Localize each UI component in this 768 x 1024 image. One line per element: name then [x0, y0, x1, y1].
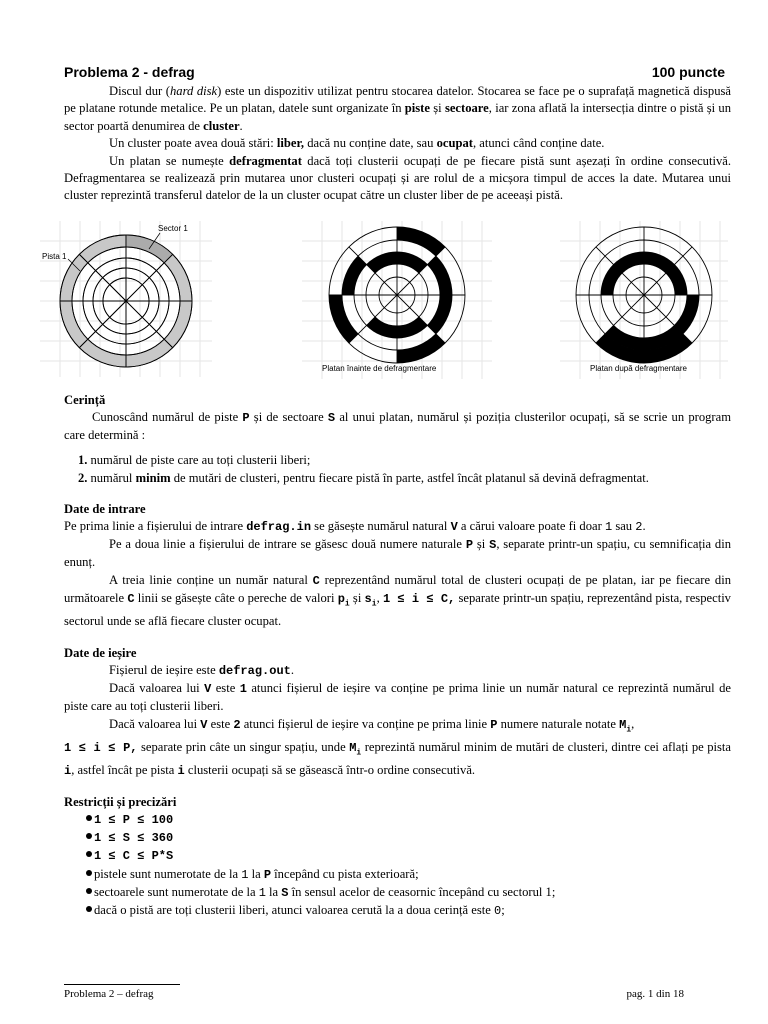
document-page: [42, 64, 732, 920]
intrare-paragraph-1: Pe prima linie a fișierului de intrare defrag.in se găsește numărul natural V a cărui valoare poate fi doar 1 sau 2.: [64, 518, 646, 534]
iesire-paragraph-2: Dacă valoarea lui V este 1 atunci fișierul de ieșire va conține pe prima linie un număr natural ce reprezintă numărul de piste care au toți clusterii liberi.: [64, 681, 731, 714]
sector-1-label: Sector 1: [158, 223, 188, 233]
cerinta-list: [64, 451, 731, 487]
track-1-label: Pista 1: [42, 251, 67, 261]
intro-paragraph-3: Un platan se numește defragmentat dacă toți clusterii ocupați de pe fiecare pistă sunt așezați în ordine consecutivă. Defragmentarea se realizează prin mutarea unor clusteri ocupați și are rolul de a micșora timpul de acces la date. Mutarea unui cluster reprezintă transferul datelor de la un cluster ocupat către un cluster liber de pe aceeași pistă.: [64, 153, 731, 203]
page-footer: [64, 984, 684, 1000]
caption-before: Platan înainte de defragmentare: [322, 363, 437, 373]
problem-title: Problema 2 - defrag: [64, 64, 195, 80]
section-intrare-title: Date de intrare: [64, 501, 146, 516]
platter-diagram-2: [302, 221, 492, 379]
problem-header: [64, 64, 731, 80]
footer-rule: [64, 984, 180, 985]
figure-platter-labeled: [40, 221, 212, 377]
platter-figures: [42, 221, 731, 381]
list-item: 2. numărul minim de mutări de clusteri, pentru fiecare pistă în parte, astfel încât platanul să devină defragmentat.: [78, 470, 649, 485]
bullet-icon: [86, 888, 92, 894]
iesire-paragraph-1: Fișierul de ieșire este defrag.out.: [109, 662, 294, 678]
platter-diagram-3: [560, 221, 728, 379]
bullet-icon: [86, 833, 92, 839]
bullet-icon: [86, 870, 92, 876]
section-restrictii-title: Restricții și precizări: [64, 795, 177, 810]
intro-paragraph-2: Un cluster poate avea două stări: liber, dacă nu conține date, sau ocupat, atunci când conține date.: [109, 136, 605, 151]
restrictii-list: [64, 811, 731, 920]
intrare-paragraph-3: A treia linie conține un număr natural C reprezentând numărul total de clusteri ocupați de pe platan, iar pe fiecare din următoarele C linii se găsește câte o pereche de valori $p_i$ și $s_i$, 1 ≤ i ≤ C, separate printr-un spațiu, reprezentând pista, respectiv sectorul unde se află fiecare cluster ocupat.: [64, 572, 731, 629]
list-item: 1 ≤ S ≤ 360: [86, 829, 731, 847]
intro-paragraph-1: Discul dur (hard disk) este un dispozitiv utilizat pentru stocarea datelor. Stocarea se face pe o suprafață magnetică dispusă pe platane rotunde metalice. Pe un platan, datele sunt organizate în piste și sectoare, iar zona aflată la intersecția dintre o pistă și un sector poartă denumirea de cluster.: [64, 84, 732, 133]
problem-points: 100 puncte: [651, 64, 725, 80]
caption-after: Platan după defragmentare: [590, 363, 687, 373]
bullet-icon: [86, 851, 92, 857]
section-cerinta-title: Cerință: [64, 392, 106, 407]
figure-platter-after: [560, 221, 728, 379]
list-item: 1 ≤ C ≤ P*S: [86, 847, 731, 865]
list-item: dacă o pistă are toți clusterii liberi, atunci valoarea cerută la a doua cerință este 0;: [86, 902, 731, 920]
platter-diagram-1: [40, 221, 212, 377]
list-item: 1. numărul de piste care au toți clusterii liberi;: [78, 452, 311, 467]
list-item: sectoarele sunt numerotate de la 1 la S în sensul acelor de ceasornic începând cu sectorul 1;: [86, 884, 731, 902]
list-item: 1 ≤ P ≤ 100: [86, 811, 731, 829]
intrare-paragraph-2: Pe a doua linie a fișierului de intrare se găsesc două numere naturale P și S, separate printr-un spațiu, cu semnificația din enunț.: [64, 537, 731, 570]
bullet-icon: [86, 906, 92, 912]
footer-page-number: pag. 1 din 18: [626, 988, 684, 1000]
list-item: pistele sunt numerotate de la 1 la P începând cu pista exterioară;: [86, 866, 731, 884]
footer-left: Problema 2 – defrag: [64, 988, 154, 1000]
bullet-icon: [86, 815, 92, 821]
cerinta-paragraph: Cunoscând numărul de piste P și de sectoare S al unui platan, numărul și poziția clusterilor ocupați, să se scrie un program care determină :: [64, 409, 731, 443]
figure-platter-before: [302, 221, 492, 379]
section-iesire-title: Date de ieșire: [64, 645, 137, 660]
iesire-paragraph-3: Dacă valoarea lui V este 2 atunci fișierul de ieșire va conține pe prima linie P numere naturale notate $M_i$, 1 ≤ i ≤ P, separate prin câte un singur spațiu, unde $M_i$ reprezintă numărul minim de mutări de clusteri, dintre cei aflați pe pista i, astfel încât pe pista i clusterii ocupați să se găsească într-o ordine consecutivă.: [64, 716, 732, 778]
